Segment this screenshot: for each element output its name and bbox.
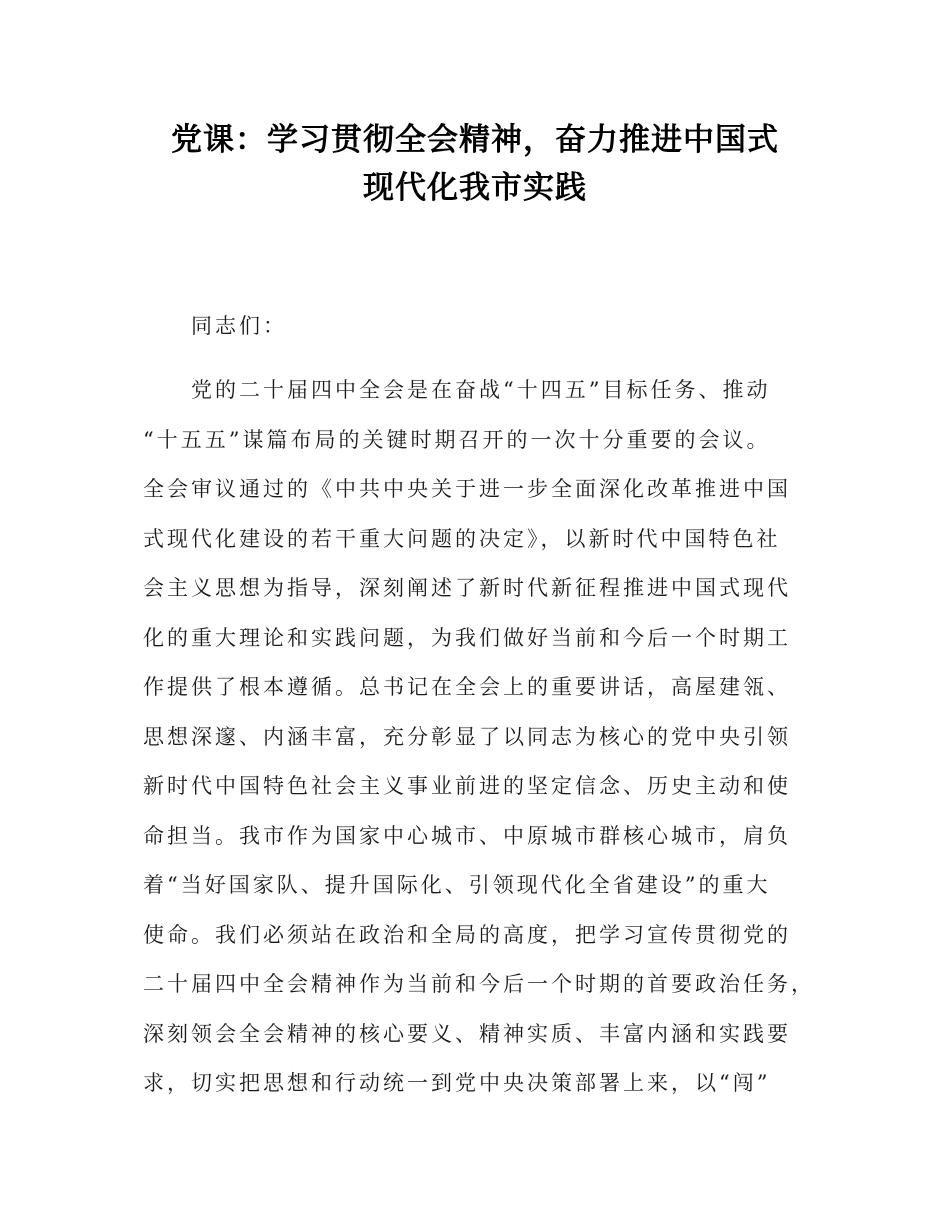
paragraph-line: 全会审议通过的《中共中央关于进一步全面深化改革推进中国 [143, 477, 791, 501]
paragraph-line: 党的二十届四中全会是在奋战“十四五”目标任务、推动 [191, 378, 771, 402]
paragraph-line: 思想深邃、内涵丰富，充分彰显了以同志为核心的党中央引领 [143, 724, 791, 749]
salutation: 同志们： [191, 314, 287, 338]
paragraph-line: 命担当。我市作为国家中心城市、中原城市群核心城市，肩负 [143, 823, 791, 848]
document-title-line-2: 现代化我市实践 [363, 170, 587, 206]
paragraph-line: 使命。我们必须站在政治和全局的高度，把学习宣传贯彻党的 [143, 922, 791, 947]
paragraph-line: 求，切实把思想和行动统一到党中央决策部署上来，以“闯” [143, 1071, 771, 1095]
paragraph-line: 深刻领会全会精神的核心要义、精神实质、丰富内涵和实践要 [143, 1021, 791, 1046]
body-paragraph [143, 366, 815, 1109]
document-title-line-1: 党课：学习贯彻全会精神，奋力推进中国式 [171, 122, 779, 158]
paragraph-line: “十五五”谋篇布局的关键时期召开的一次十分重要的会议。 [143, 427, 771, 452]
paragraph-line: 式现代化建设的若干重大问题的决定》，以新时代中国特色社 [143, 526, 781, 551]
paragraph-line: 会主义思想为指导，深刻阐述了新时代新征程推进中国式现代 [143, 576, 791, 600]
paragraph-line: 二十届四中全会精神作为当前和今后一个时期的首要政治任务， [143, 972, 815, 996]
paragraph-line: 作提供了根本遵循。总书记在全会上的重要讲话，高屋建瓴、 [143, 675, 791, 699]
paragraph-line: 化的重大理论和实践问题，为我们做好当前和今后一个时期工 [143, 625, 791, 650]
paragraph-line: 着“当好国家队、提升国际化、引领现代化全省建设”的重大 [143, 873, 771, 897]
paragraph-line: 新时代中国特色社会主义事业前进的坚定信念、历史主动和使 [143, 774, 791, 798]
